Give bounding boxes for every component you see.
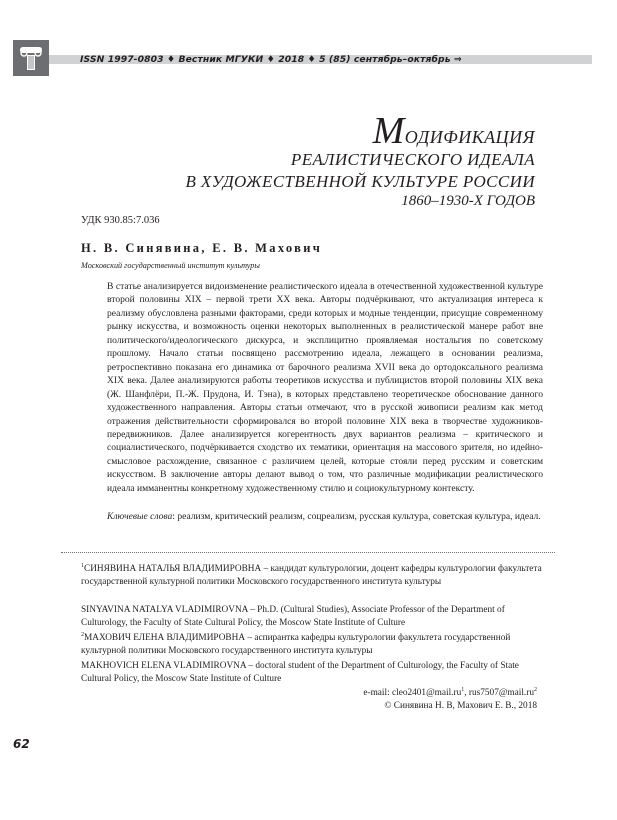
running-header: ISSN 1997-0803 ♦ Вестник МГУКИ ♦ 2018 ♦ 5 (85) сентябрь–октябрь ⇒: [80, 54, 462, 65]
title-line-1: [372, 110, 535, 152]
affiliation: Московский государственный институт культуры: [81, 261, 260, 270]
contacts: [363, 687, 537, 713]
page-number: 62: [13, 737, 30, 751]
footnote-2-en: MAKHOVICH ELENA VLADIMIROVNA – doctoral student of the Department of Culturology, the Faculty of State Cultural Policy, the Moscow State Institute of Culture: [81, 661, 519, 684]
footnote-divider: [61, 552, 555, 553]
title-dropcap: М: [372, 110, 405, 152]
email-line: e-mail: $cleo2401@mail.ru^1$, $rus7507@mail.ru^2$: [363, 686, 537, 698]
header-logo-box: [13, 40, 49, 76]
footnote-1-ru: $^1$СИНЯВИНА НАТАЛЬЯ ВЛАДИМИРОВНА – кандидат культурологии, доцент кафедры культурологии факультета государственной культурной политики Московского государственного института культуры: [81, 562, 542, 587]
title-line-3: В ХУДОЖЕСТВЕННОЙ КУЛЬТУРЕ РОССИИ: [185, 171, 535, 191]
keywords: [107, 510, 543, 523]
title-line-1-rest: ОДИФИКАЦИЯ: [404, 127, 535, 147]
footnote-1-en: SINYAVINA NATALYA VLADIMIROVNA – Ph.D. (Cultural Studies), Associate Professor of the Department of Culturology, the Faculty of State Cultural Policy, the Moscow State Institute of Culture: [81, 605, 505, 628]
keywords-label: Ключевые слова: [107, 511, 173, 522]
title-line-4: 1860–1930-Х ГОДОВ: [401, 193, 535, 210]
abstract: В статье анализируется видоизменение реалистического идеала в отечественной художественной культуре второй половины XIX – первой трети XX века. Авторы подчёркивают, что актуализация интереса к реализму обусловлена разными факторами, среди которых и модные тенденции, присущие современному рынку искусства, и возможность оценки некоторых выполненных в реалистической манере работ вне политического/идеологического дискурса, и эксплицитно проявляемая ностальгия по советскому прошлому. Начало статьи посвящено рассмотрению идеала, лежащего в основании реализма, ретроспективно показана его динамика от барочного реализма XVII века до ортодоксального реализма XIX века. Далее анализируются работы теоретиков искусства и публицистов второй половины XIX века (Ж. Шанфлёри, П.-Ж. Прудона, И. Тэна), в которых представлено теоретическое обоснование данного художественного направления. Авторы статьи отмечают, что в русской живописи реализм как метод отражения действительности сформировался во второй половине XIX века в творчестве художников-передвижников. Далее анализируется когерентность двух вариантов реализма – критического и социалистического, подчёркивается сходство их тематики, ориентация на массового зрителя, но идейно-смысловое расхождение, связанное с различием целей, которые стояли перед русским и советским искусством. В заключение авторы делают вывод о том, что различные модификации реалистического идеала имманентны конкретному художественному стилю и социокультурному контексту.: [107, 281, 543, 494]
title-line-2: РЕАЛИСТИЧЕСКОГО ИДЕАЛА: [290, 150, 535, 170]
authors: Н. В. Синявина, Е. В. Махович: [81, 241, 323, 255]
footnote-2-ru: $^2$МАХОВИЧ ЕЛЕНА ВЛАДИМИРОВНА – аспирантка кафедры культурологии факультета государственной культурной политики Московского государственного института культуры: [81, 631, 511, 656]
article-title: [115, 110, 535, 212]
udc-code: УДК 930.85:7.036: [81, 215, 160, 226]
column-capital-icon: [17, 44, 45, 72]
copyright: © Синявина Н. В, Махович Е. В., 2018: [384, 701, 537, 711]
keywords-text: : реализм, критический реализм, соцреализм, русская культура, советская культура, идеал.: [172, 511, 541, 522]
